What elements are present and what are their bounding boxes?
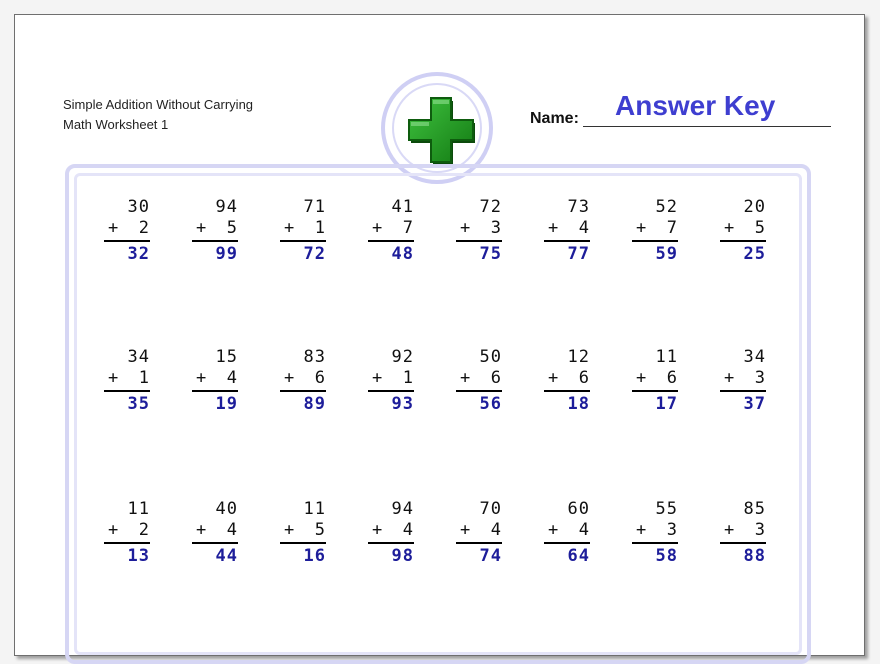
addend-top: 20 <box>743 197 766 217</box>
plus-operator: + <box>372 218 384 238</box>
addend-bottom: 2 <box>138 520 150 540</box>
addend-bottom-row <box>368 218 414 242</box>
addend-top: 41 <box>391 197 414 217</box>
addend-top: 30 <box>127 197 150 217</box>
addend-top: 72 <box>479 197 502 217</box>
addend-top: 70 <box>479 499 502 519</box>
plus-operator: + <box>284 218 296 238</box>
problem-3-4 <box>368 499 414 567</box>
addend-top: 71 <box>303 197 326 217</box>
addend-bottom-row <box>456 368 502 392</box>
addend-bottom: 4 <box>490 520 502 540</box>
addend-bottom-row <box>104 218 150 242</box>
addend-bottom-row <box>544 520 590 544</box>
problem-2-5 <box>456 347 502 415</box>
plus-operator: + <box>196 520 208 540</box>
addend-top: 52 <box>655 197 678 217</box>
addend-top: 11 <box>303 499 326 519</box>
plus-operator: + <box>108 520 120 540</box>
answer-value: 75 <box>479 244 502 264</box>
plus-operator: + <box>548 520 560 540</box>
plus-operator: + <box>724 520 736 540</box>
problem-3-3 <box>280 499 326 567</box>
problem-3-7 <box>632 499 678 567</box>
plus-operator: + <box>196 218 208 238</box>
name-label: Name: <box>530 110 579 127</box>
problem-3-2 <box>192 499 238 567</box>
addend-bottom-row <box>104 520 150 544</box>
answer-value: 98 <box>391 546 414 566</box>
addend-bottom-row <box>544 368 590 392</box>
problem-2-1 <box>104 347 150 415</box>
addend-top: 50 <box>479 347 502 367</box>
plus-operator: + <box>372 520 384 540</box>
plus-operator: + <box>108 218 120 238</box>
addend-top: 11 <box>127 499 150 519</box>
addend-bottom-row <box>632 218 678 242</box>
addend-bottom: 5 <box>314 520 326 540</box>
addend-bottom-row <box>368 368 414 392</box>
answer-value: 88 <box>743 546 766 566</box>
answer-value: 18 <box>567 394 590 414</box>
answer-value: 37 <box>743 394 766 414</box>
problem-1-5 <box>456 197 502 265</box>
plus-operator: + <box>284 520 296 540</box>
addend-bottom: 4 <box>226 520 238 540</box>
addend-bottom-row <box>280 218 326 242</box>
addend-top: 12 <box>567 347 590 367</box>
answer-value: 13 <box>127 546 150 566</box>
addend-top: 83 <box>303 347 326 367</box>
addend-top: 92 <box>391 347 414 367</box>
problem-1-8 <box>720 197 766 265</box>
answer-value: 64 <box>567 546 590 566</box>
addend-bottom: 4 <box>578 520 590 540</box>
problem-1-4 <box>368 197 414 265</box>
addend-top: 15 <box>215 347 238 367</box>
addend-bottom-row <box>192 218 238 242</box>
problem-1-6 <box>544 197 590 265</box>
answer-value: 44 <box>215 546 238 566</box>
plus-operator: + <box>196 368 208 388</box>
answer-value: 25 <box>743 244 766 264</box>
addend-top: 55 <box>655 499 678 519</box>
addend-bottom: 4 <box>578 218 590 238</box>
addend-bottom: 5 <box>754 218 766 238</box>
addend-top: 34 <box>127 347 150 367</box>
problem-3-5 <box>456 499 502 567</box>
answer-value: 19 <box>215 394 238 414</box>
addend-bottom-row <box>104 368 150 392</box>
addend-bottom-row <box>720 368 766 392</box>
addend-bottom-row <box>544 218 590 242</box>
addend-bottom-row <box>192 520 238 544</box>
addend-top: 34 <box>743 347 766 367</box>
answer-value: 77 <box>567 244 590 264</box>
answer-value: 35 <box>127 394 150 414</box>
answer-value: 72 <box>303 244 326 264</box>
problem-2-6 <box>544 347 590 415</box>
problem-2-8 <box>720 347 766 415</box>
addend-top: 40 <box>215 499 238 519</box>
answer-value: 59 <box>655 244 678 264</box>
problem-2-3 <box>280 347 326 415</box>
plus-operator: + <box>636 218 648 238</box>
plus-operator: + <box>548 218 560 238</box>
answer-value: 74 <box>479 546 502 566</box>
addend-bottom: 1 <box>402 368 414 388</box>
addend-bottom-row <box>632 368 678 392</box>
addend-bottom: 5 <box>226 218 238 238</box>
addend-bottom: 6 <box>314 368 326 388</box>
addend-bottom-row <box>720 218 766 242</box>
addend-bottom: 3 <box>754 368 766 388</box>
addend-bottom-row <box>456 218 502 242</box>
addend-top: 94 <box>391 499 414 519</box>
addend-bottom: 7 <box>402 218 414 238</box>
problem-2-7 <box>632 347 678 415</box>
addend-bottom: 1 <box>314 218 326 238</box>
answer-value: 93 <box>391 394 414 414</box>
worksheet-title-line2: Math Worksheet 1 <box>63 117 169 132</box>
answer-value: 56 <box>479 394 502 414</box>
worksheet-title-line1: Simple Addition Without Carrying <box>63 97 254 112</box>
plus-operator: + <box>636 520 648 540</box>
addend-bottom: 3 <box>754 520 766 540</box>
addend-top: 60 <box>567 499 590 519</box>
plus-operator: + <box>548 368 560 388</box>
answer-value: 16 <box>303 546 326 566</box>
plus-operator: + <box>284 368 296 388</box>
problem-3-8 <box>720 499 766 567</box>
problem-3-6 <box>544 499 590 567</box>
answer-value: 48 <box>391 244 414 264</box>
problem-2-2 <box>192 347 238 415</box>
plus-operator: + <box>460 218 472 238</box>
problem-3-1 <box>104 499 150 567</box>
addend-bottom: 6 <box>578 368 590 388</box>
addend-bottom-row <box>280 520 326 544</box>
problem-1-7 <box>632 197 678 265</box>
plus-operator: + <box>460 368 472 388</box>
addend-bottom: 1 <box>138 368 150 388</box>
problem-2-4 <box>368 347 414 415</box>
answer-value: 58 <box>655 546 678 566</box>
addend-bottom-row <box>632 520 678 544</box>
addend-bottom: 6 <box>666 368 678 388</box>
plus-operator: + <box>108 368 120 388</box>
problem-1-2 <box>192 197 238 265</box>
addend-bottom: 3 <box>666 520 678 540</box>
addend-top: 94 <box>215 197 238 217</box>
answer-value: 32 <box>127 244 150 264</box>
addend-bottom: 3 <box>490 218 502 238</box>
answer-key-label: Answer Key <box>615 90 776 121</box>
addend-bottom: 4 <box>226 368 238 388</box>
addend-bottom: 4 <box>402 520 414 540</box>
addend-bottom: 2 <box>138 218 150 238</box>
problem-1-1 <box>104 197 150 265</box>
plus-operator: + <box>636 368 648 388</box>
problem-1-3 <box>280 197 326 265</box>
addend-bottom-row <box>368 520 414 544</box>
plus-operator: + <box>460 520 472 540</box>
plus-operator: + <box>724 368 736 388</box>
answer-value: 89 <box>303 394 326 414</box>
addend-top: 85 <box>743 499 766 519</box>
addend-bottom-row <box>456 520 502 544</box>
addend-bottom-row <box>280 368 326 392</box>
addend-bottom: 7 <box>666 218 678 238</box>
addend-top: 73 <box>567 197 590 217</box>
addend-bottom-row <box>720 520 766 544</box>
addend-bottom: 6 <box>490 368 502 388</box>
plus-operator: + <box>724 218 736 238</box>
answer-value: 17 <box>655 394 678 414</box>
addend-top: 11 <box>655 347 678 367</box>
addend-bottom-row <box>192 368 238 392</box>
plus-operator: + <box>372 368 384 388</box>
answer-value: 99 <box>215 244 238 264</box>
